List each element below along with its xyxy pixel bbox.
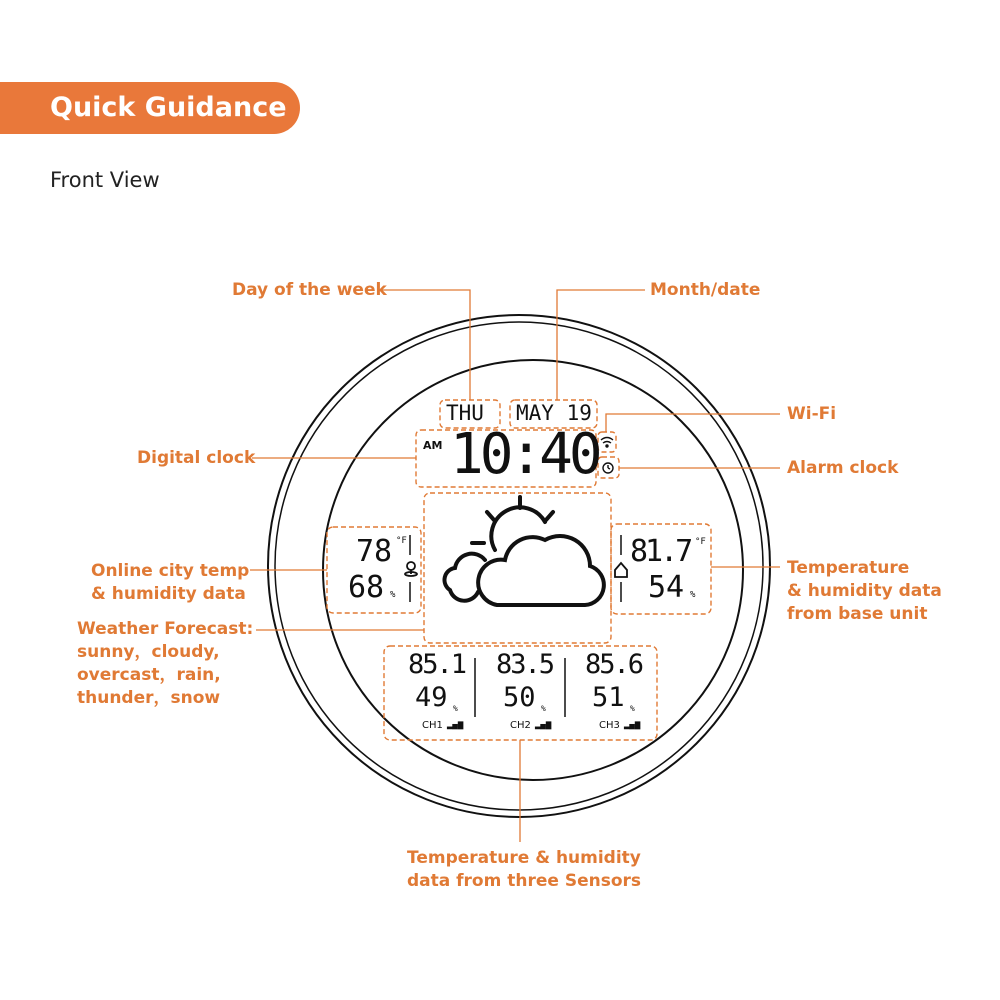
label-base-unit [787,557,942,626]
label-line: Online city temp [91,561,250,581]
label-digital-clock: Digital clock [137,448,256,468]
city-hum-unit: % [390,590,396,600]
signal-icon: ▂▄▆ [535,720,552,730]
quick-guidance-banner: Quick Guidance [0,82,300,134]
base-temp-unit: °F [695,537,706,547]
sensor-humidity: 50 [503,682,536,713]
label-line: Temperature [787,558,910,578]
location-pin-icon [405,562,417,576]
sensor-temp: 85.6 [585,649,643,680]
ampm-readout: AM [423,439,443,452]
base-hum-unit: % [690,590,696,600]
sensor-humidity: 51 [592,682,625,713]
sensor-hum-unit: % [453,704,458,713]
label-forecast [77,618,253,710]
label-line: from base unit [787,604,928,624]
sensor-temp: 85.1 [408,649,466,680]
signal-icon: ▂▄▆ [624,720,641,730]
label-line: overcast，rain, [77,665,221,685]
sensor-hum-unit: % [630,704,635,713]
label-wifi: Wi-Fi [787,404,837,424]
sensor-temp: 83.5 [496,649,554,680]
city-temp: 78 [356,534,393,569]
wifi-icon [601,438,613,448]
time-readout: 10:40 [450,422,599,487]
label-line: Temperature & humidity [407,848,641,868]
base-humidity: 54 [648,570,685,605]
alarm-clock-icon [603,463,613,473]
label-line: Weather Forecast: [77,619,254,639]
label-line: data from three Sensors [407,871,642,891]
city-temp-unit: °F [396,536,407,546]
city-humidity: 68 [348,570,385,605]
home-icon [615,563,627,577]
sensor-channel: CH2 [510,720,531,731]
label-month-date: Month/date [650,280,761,300]
label-online-city [91,560,249,606]
label-line: thunder，snow [77,688,221,708]
sensor-hum-unit: % [541,704,546,713]
base-temp: 81.7 [630,534,691,569]
date-readout: MAY 19 [516,401,592,425]
sensor-channel: CH3 [599,720,620,731]
label-alarm-clock: Alarm clock [787,458,899,478]
label-line: & humidity data [787,581,942,601]
signal-icon: ▂▄▆ [447,720,464,730]
front-view-heading: Front View [50,168,160,192]
sensor-channel: CH1 [422,720,443,731]
label-line: sunny，cloudy, [77,642,220,662]
label-day-of-week: Day of the week [232,280,387,300]
partly-cloudy-icon [444,497,603,605]
sensor-humidity: 49 [415,682,448,713]
day-readout: THU [446,401,484,425]
label-line: & humidity data [91,584,246,604]
label-sensors [407,847,641,893]
